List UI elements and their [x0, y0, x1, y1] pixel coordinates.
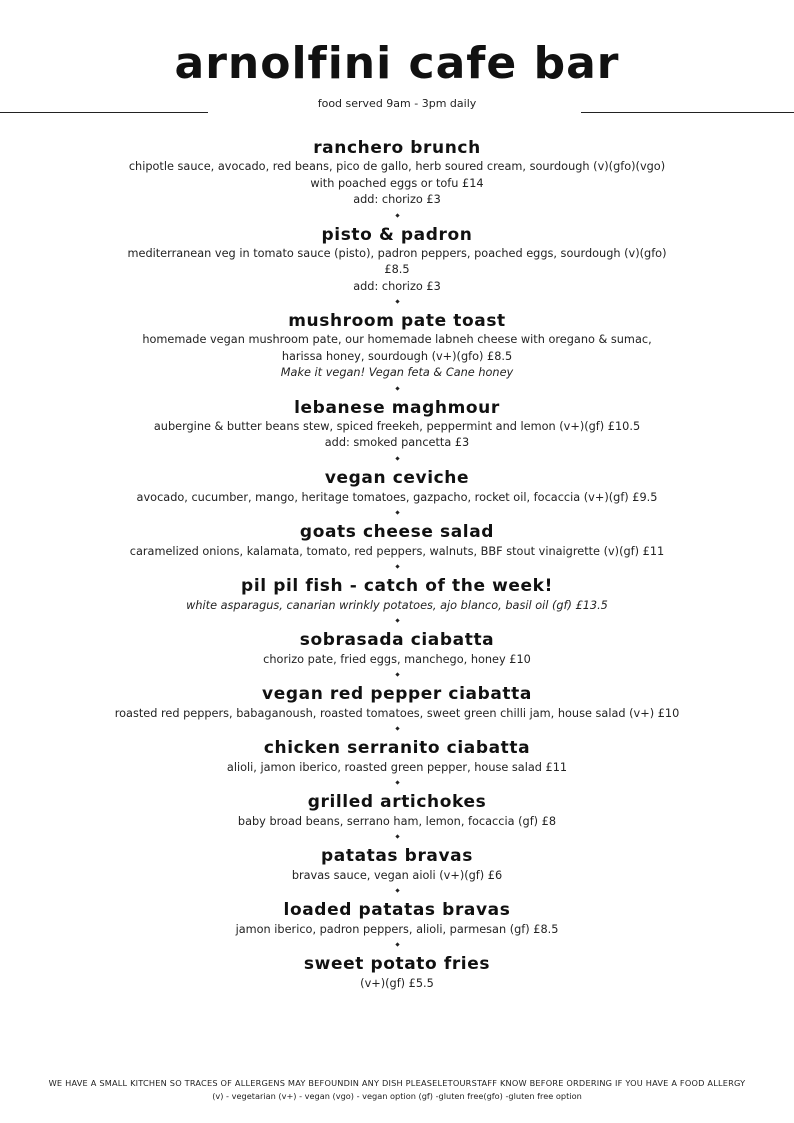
menu-item-addon: add: chorizo £3: [353, 193, 441, 206]
menu-item-name: loaded patatas bravas: [283, 899, 511, 920]
menu-item-description: homemade vegan mushroom pate, our homemade labneh cheese with oregano & sumac,: [142, 333, 652, 346]
menu-item-description: bravas sauce, vegan aioli (v+)(gf) £6: [291, 868, 503, 882]
diamond-divider-icon: [395, 213, 400, 218]
diamond-divider-icon: [395, 618, 400, 623]
allergy-notice: WE HAVE A SMALL KITCHEN SO TRACES OF ALLERGENS MAY BEFOUNDIN ANY DISH PLEASELETOURSTAFF KNOW BEFORE ORDERING IF YOU HAVE A FOOD ALLERGY: [48, 1078, 746, 1088]
page-title: arnolfini cafe bar: [174, 38, 620, 89]
menu-item-description: with poached eggs or tofu £14: [310, 176, 484, 190]
menu-item: [0, 137, 794, 209]
menu-item: [0, 737, 794, 776]
header-divider-left: [0, 112, 208, 113]
menu-item: [0, 397, 794, 452]
diamond-divider-icon: [395, 780, 400, 785]
header-divider-right: [581, 112, 794, 113]
menu-item: [0, 683, 794, 722]
dietary-key: (v) - vegetarian (v+) - vegan (vgo) - vegan option (gf) -gluten free(gfo) -gluten free option: [212, 1091, 582, 1101]
menu-item-description: mediterranean veg in tomato sauce (pisto), padron peppers, poached eggs, sourdough (v)(gfo): [127, 246, 667, 260]
menu-item-name: sweet potato fries: [303, 953, 491, 974]
menu-item-description: white asparagus, canarian wrinkly potatoes, ajo blanco, basil oil (gf) £13.5: [186, 598, 608, 612]
menu-item-name: sobrasada ciabatta: [299, 629, 495, 650]
menu-item: [0, 845, 794, 884]
menu-item-name: mushroom pate toast: [288, 311, 506, 331]
menu-item-description: (v+)(gf) £5.5: [360, 976, 434, 990]
service-hours: food served 9am - 3pm daily: [317, 97, 477, 110]
menu-item-name: pisto & padron: [321, 224, 473, 245]
menu-item-description: harissa honey, sourdough (v+)(gfo) £8.5: [281, 349, 513, 363]
menu-item-name: ranchero brunch: [313, 138, 481, 158]
menu-item: [0, 629, 794, 668]
menu-item: [0, 575, 794, 614]
diamond-divider-icon: [395, 942, 400, 947]
diamond-divider-icon: [395, 672, 400, 677]
menu-item-price: £8.5: [384, 263, 410, 276]
menu-item-addon: add: chorizo £3: [353, 279, 441, 293]
menu-item-name: lebanese maghmour: [294, 397, 500, 418]
menu-item-description: jamon iberico, padron peppers, alioli, parmesan (gf) £8.5: [235, 922, 559, 936]
allergen-footer: [0, 1076, 794, 1102]
menu-item-name: grilled artichokes: [307, 791, 487, 812]
menu-item-name: vegan ceviche: [324, 467, 470, 488]
diamond-divider-icon: [395, 510, 400, 515]
menu-item: [0, 310, 794, 382]
menu-item-name: pil pil fish - catch of the week!: [241, 575, 553, 596]
menu-list: [0, 137, 794, 992]
diamond-divider-icon: [395, 888, 400, 893]
menu-item-description: aubergine & butter beans stew, spiced freekeh, peppermint and lemon (v+)(gf) £10.5: [153, 419, 641, 433]
menu-item-name: patatas bravas: [321, 845, 473, 866]
diamond-divider-icon: [395, 386, 400, 391]
menu-item-description: chorizo pate, fried eggs, manchego, honey £10: [263, 652, 531, 666]
menu-item-description: alioli, jamon iberico, roasted green pepper, house salad £11: [226, 760, 568, 774]
menu-item-description: roasted red peppers, babaganoush, roasted tomatoes, sweet green chilli jam, house salad (v+) £10: [114, 706, 680, 720]
diamond-divider-icon: [395, 564, 400, 569]
menu-item: [0, 899, 794, 938]
menu-item: [0, 224, 794, 296]
menu-item-description: avocado, cucumber, mango, heritage tomatoes, gazpacho, rocket oil, focaccia (v+)(gf) £9.5: [136, 490, 658, 504]
menu-item: [0, 791, 794, 830]
menu-item-name: goats cheese salad: [299, 521, 495, 542]
diamond-divider-icon: [395, 456, 400, 461]
menu-item: [0, 467, 794, 506]
menu-item-vegan-option: Make it vegan! Vegan feta & Cane honey: [280, 366, 514, 379]
menu-item: [0, 521, 794, 560]
menu-item-name: vegan red pepper ciabatta: [262, 683, 532, 704]
diamond-divider-icon: [395, 726, 400, 731]
menu-item-description: chipotle sauce, avocado, red beans, pico de gallo, herb soured cream, sourdough (v)(gfo)(vgo): [128, 160, 666, 173]
menu-item: [0, 953, 794, 992]
menu-item-name: chicken serranito ciabatta: [263, 737, 531, 758]
menu-item-description: caramelized onions, kalamata, tomato, red peppers, walnuts, BBF stout vinaigrette (v)(gf) £11: [129, 544, 665, 558]
diamond-divider-icon: [395, 834, 400, 839]
menu-item-description: baby broad beans, serrano ham, lemon, focaccia (gf) £8: [237, 814, 557, 828]
diamond-divider-icon: [395, 299, 400, 304]
menu-item-addon: add: smoked pancetta £3: [324, 436, 470, 449]
